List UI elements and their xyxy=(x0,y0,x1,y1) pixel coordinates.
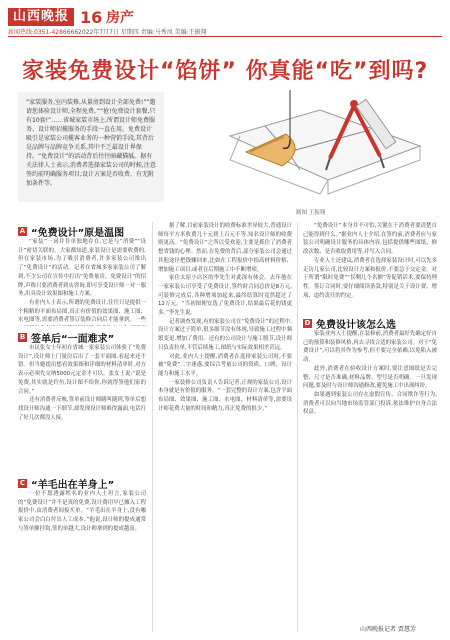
section-marker: B xyxy=(19,333,26,341)
paragraph: 有业内人士表示,所谓的免费设计,往往只是提供一个粗略的平面布局图,真正有价值的效果图、施工图、水电图等,需要消费者签订装修合同后才能拿到。一些 xyxy=(18,299,146,324)
headline: 家装免费设计“馅饼” 你真能“吃”到吗? xyxy=(22,59,429,84)
paragraph: 市民张女士年初在省城一家家装公司体验了“免费设计”,设计师上门量房后出了一套平面图,看起来还不错。但当她提出想看效果图和详细的材料清单时,对方表示必须先交纳5000元定金才可以。张女士说:“说是免费,其实就是钓鱼,设计图不给你,你就得签他们家的合同。” xyxy=(18,345,146,395)
body-column-3b xyxy=(303,330,437,620)
subhead-title: 免费设计该怎么选 xyxy=(316,320,396,331)
subhead-title: 签单后“一面难求” xyxy=(31,334,115,345)
paragraph: 据了解,目前家装设计的收费标准差异较大,普通设计师每平方米收费几十元到上百元不等,知名设计师的收费则更高。“免费设计”之所以受欢迎,主要是抓住了消费者想省钱的心理。然而,在免费的背后,部分家装公司会通过其他途径把钱赚回来,比如在工程报价中抬高材料价格、增加施工项目,或者在后期施工中不断增项。 xyxy=(158,223,292,273)
page-number: 16 xyxy=(80,8,103,27)
body-column-1c xyxy=(18,490,146,630)
paragraph: 一位不愿透露姓名的业内人士坦言,家装公司的“免费设计”并不是真的免费,设计费用早已摊入工程报价中,由消费者间接买单。“羊毛出在羊身上,没有哪家公司会白白付出人工成本。”他说,设计师的提成通常与签单额挂钩,签的单越大,设计师拿到的提成越高。 xyxy=(18,491,146,532)
section-marker: D xyxy=(304,319,311,327)
body-column-3a xyxy=(303,222,437,312)
body-column-1b xyxy=(18,344,146,472)
column-divider xyxy=(152,222,153,632)
column-divider xyxy=(297,222,298,632)
paragraph: 专业人士还建议,消费者在选择家装设计时,可以先多走访几家公司,比较设计方案和报价,不要急于交定金。对于所谓“限时免费”“仅剩几个名额”等促销话术,要保持理性。签订合同时,要仔细阅读条款,特别是关于设计费、增项、违约责任的约定。 xyxy=(303,257,437,299)
subhead-c xyxy=(18,476,114,491)
source-byline: 山西晚报记者 贾慧芳 xyxy=(360,626,416,633)
paragraph: 家装业内人士提醒,在装修前,消费者最好先确定好自己的预算和装修风格,再去寻找合适的家装公司。对于“免费设计”,可以将其作为参考,但不要完全依赖,以免陷入被动。 xyxy=(303,331,437,364)
paragraph: 家住太原小店区的李先生对此深有体会。去年他在一家家装公司享受了免费设计,签约时合同总价是8万元,可装修完成后,各种增项加起来,最终结算时竟然超过了12万元。“当初图便宜选了免费设计,结果最后花的钱更多。”李先生说。 xyxy=(158,275,292,317)
illustration-caption: 制图 王振翔 xyxy=(296,210,326,216)
section-marker: C xyxy=(19,479,26,487)
paragraph: 此外,消费者在验收设计方案时,要注意图纸是否完整、尺寸是否准确,材料品牌、型号是否明确。一旦发现问题,要及时与设计师沟通修改,避免施工中出现纠纷。 xyxy=(303,365,437,390)
paragraph: “家装”一词并非单独地存在,它是与“消费”“设计”密切关联的。大家都知道,家装设计是需要收费的,但在家装市场,为了吸引消费者,许多家装公司推出了“免费设计”的活动。记者在省城多家家装公司了解到,不少公司在宣传中打出“免费量房、免费设计”的招牌,声称只要消费者到店咨询,即可享受设计师一对一服务,出具设计效果图和施工方案。 xyxy=(18,239,146,298)
paragraph: “免费设计”本身并不可怕,关键在于消费者要清楚自己能得到什么。”据业内人士介绍,在签约前,消费者应与家装公司明确设计服务的具体内容,包括提供哪些图纸、修改次数、是否收取费用等,并写入合同。 xyxy=(303,223,437,256)
body-column-2 xyxy=(158,222,292,632)
paragraph: 如果遇到家装公司存在虚假宣传、合同欺诈等行为,消费者可以向当地市场监管部门投诉,依法维护自身合法权益。 xyxy=(303,391,437,416)
subhead-title: “羊毛出在羊身上” xyxy=(31,480,115,491)
section-name: 房产 xyxy=(106,10,134,26)
page-header xyxy=(8,6,442,37)
body-column-1a xyxy=(18,238,146,326)
paragraph: 一家装修公司负责人告诉记者,正规的家装公司,设计本身就是有价值的服务。“一套完整的设计方案,包含平面布局图、效果图、施工图、水电图、材料清单等,需要设计师花费大量的时间和精力,真正免费的很少。” xyxy=(158,379,292,412)
subhead-a xyxy=(18,224,124,239)
subhead-d xyxy=(303,316,396,331)
issue-line: 2022年7月7日 星期四 责编:马秀凤 美编:王振翔 xyxy=(78,29,207,36)
illustration xyxy=(170,90,442,208)
masthead-logo: 山西晚报 xyxy=(8,8,74,26)
paragraph: 还有消费者反映,签单前设计师随叫随到,签单后想找设计师沟通一下细节,却发现设计师难得露面,电话打了好几次都没人接。 xyxy=(18,397,146,421)
lead-paragraph: “家装服务,室内装修,从量房到设计全部免费!”“邀请您体验设计师,全程免费。”“抢!免费设计套餐,只有10套!”……省城家装市场上,所谓设计师免费服务、设计师招揽服务的手段一直在用。免费设计吸引是家装公司揽客业务的一种营销手段,其背后是品牌与品牌竞争关系,其中不乏最设计界保持。“免费设计”的活动背后往往暗藏猫腻。据有关法律人士表示,消费者选择家装公司的时候,注意签约前明确服务项目;设计方案是否收费、有无附加条件等。 xyxy=(18,92,164,202)
section-marker: A xyxy=(19,227,26,235)
subhead-b xyxy=(18,330,114,345)
subhead-title: “免费设计”原是温图 xyxy=(31,228,125,239)
paragraph: 对此,业内人士提醒,消费者在选择家装公司时,不要被“免费”二字迷惑,要综合考量公司的资质、口碑、设计能力和施工水平。 xyxy=(158,353,292,377)
paragraph: 记者调查发现,有的家装公司在“免费设计”的过程中,设计方案过于简单,很多细节没有体现,导致施工过程中频繁变更,增加了费用。还有的公司设计与施工脱节,设计师只负责拉单,不管后续施工,图纸与实际效果相差甚远。 xyxy=(158,318,292,351)
news-hotline: 新闻热线:0351-4286666 xyxy=(8,29,79,36)
